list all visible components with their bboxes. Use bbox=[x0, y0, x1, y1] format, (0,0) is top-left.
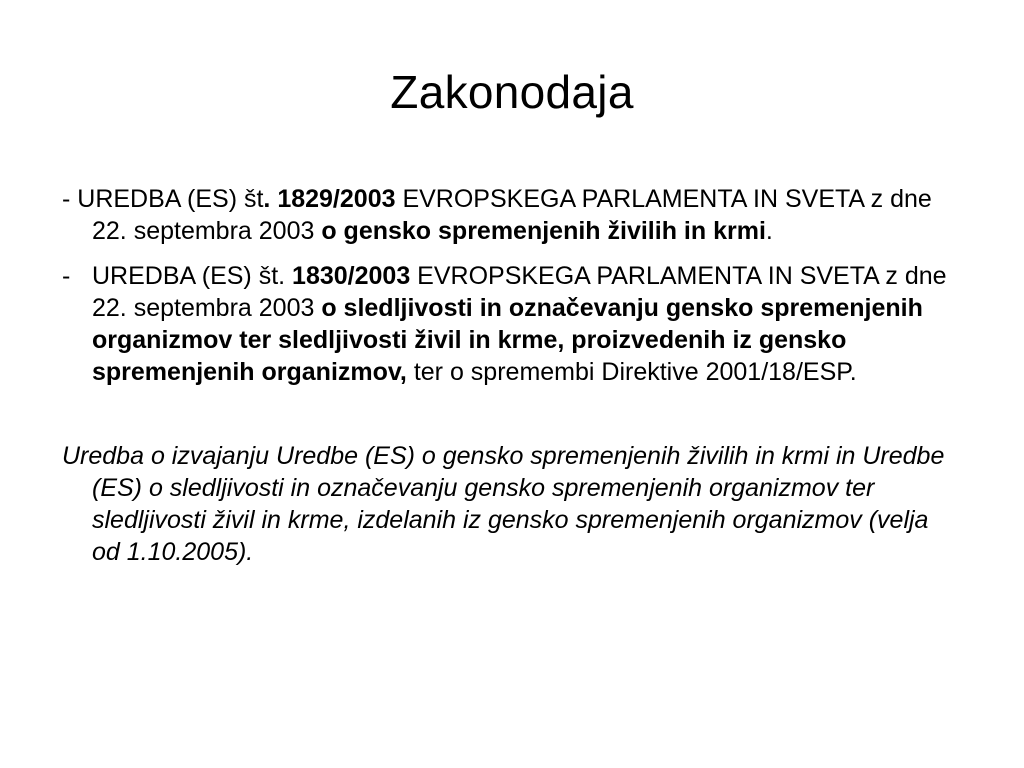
slide-body bbox=[62, 183, 962, 568]
regulation-1830-topic: o sledljivosti in označevanju gensko spremenjenih organizmov ter sledljivosti živil in krme, proizvedenih iz gensko spremenjenih organizmov, bbox=[92, 294, 923, 386]
slide-title: Zakonodaja bbox=[390, 66, 634, 118]
regulation-1829 bbox=[62, 183, 962, 247]
regulation-1830-dash: - bbox=[62, 262, 71, 290]
regulation-1830-text-end: ter o spremembi Direktive 2001/18/ESP. bbox=[406, 358, 857, 386]
regulation-1829-text: EVROPSKEGA PARLAMENTA IN SVETA z dne 22. septembra 2003 bbox=[92, 185, 932, 245]
regulation-1830 bbox=[62, 260, 962, 388]
regulation-1829-topic: o gensko spremenjenih živilih in krmi bbox=[321, 217, 766, 245]
regulation-1830-prefix: UREDBA (ES) št. bbox=[92, 262, 293, 290]
regulation-1829-dot: . bbox=[263, 185, 271, 213]
regulation-1829-prefix: - UREDBA (ES) št bbox=[62, 185, 264, 213]
regulation-1829-end: . bbox=[765, 217, 773, 245]
regulation-1830-text: EVROPSKEGA PARLAMENTA IN SVETA z dne 22. septembra 2003 bbox=[92, 262, 947, 322]
regulation-1830-number: 1830/2003 bbox=[292, 262, 411, 290]
regulation-1829-number: 1829/2003 bbox=[270, 185, 396, 213]
implementing-regulation: Uredba o izvajanju Uredbe (ES) o gensko spremenjenih živilih in krmi in Uredbe (ES) o sledljivosti in označevanju gensko spremenjenih organizmov ter sledljivosti živil in krme, izdelanih iz gensko spremenjenih organizmov (velja od 1.10.2005). bbox=[62, 442, 945, 566]
